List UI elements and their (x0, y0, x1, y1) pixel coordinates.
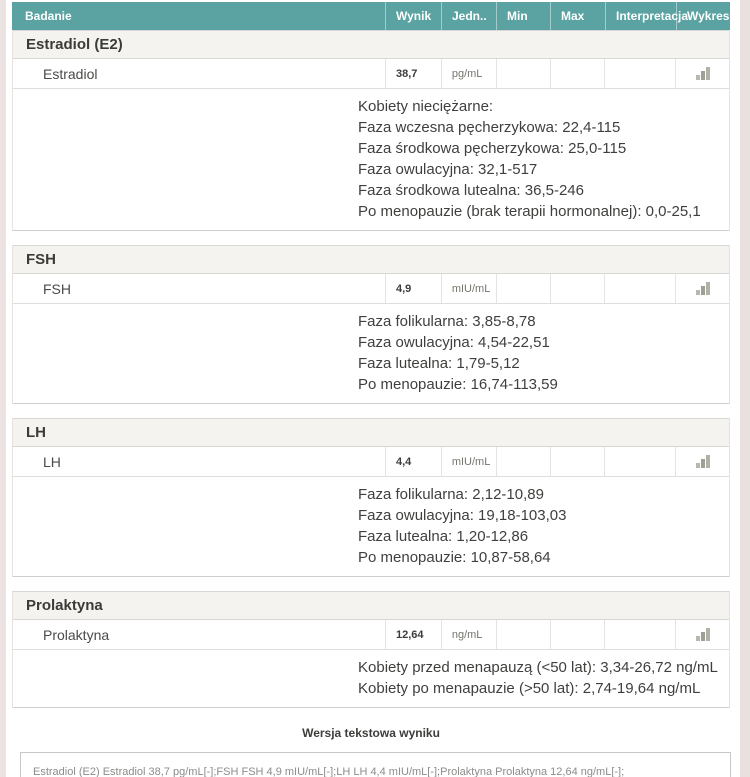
reference-line: Kobiety po menapauzie (>50 lat): 2,74-19,64 ng/mL (358, 680, 701, 697)
result-row (13, 620, 729, 650)
result-section (12, 245, 730, 404)
reference-line: Faza owulacyjna: 32,1-517 (358, 161, 538, 178)
interpretation-cell (605, 447, 676, 476)
result-value-cell: 4,4 (386, 447, 442, 476)
bar-chart-icon[interactable] (696, 455, 710, 468)
reference-line: Faza folikularna: 3,85-8,78 (358, 313, 536, 330)
result-unit-cell: mIU/mL (442, 447, 497, 476)
text-version-heading: Wersja tekstowa wyniku (302, 726, 440, 740)
column-header-min: Min (497, 2, 551, 30)
section-title: LH (13, 418, 729, 447)
max-cell (551, 274, 606, 303)
reference-line: Po menopauzie: 16,74-113,59 (358, 376, 558, 393)
reference-block (13, 477, 729, 577)
result-section (12, 418, 730, 577)
bar-chart-icon[interactable] (696, 282, 710, 295)
bar-chart-icon[interactable] (696, 628, 710, 641)
reference-line: Po menopauzie: 10,87-58,64 (358, 549, 551, 566)
section-title: FSH (13, 245, 729, 274)
result-row (13, 59, 729, 89)
test-name-cell: FSH (13, 274, 386, 303)
section-title: Estradiol (E2) (13, 30, 729, 59)
chart-cell (676, 59, 729, 88)
reference-line: Faza owulacyjna: 4,54-22,51 (358, 334, 550, 351)
test-name-cell: Estradiol (13, 59, 386, 88)
reference-line: Faza lutealna: 1,20-12,86 (358, 528, 529, 545)
reference-line: Po menopauzie (brak terapii hormonalnej): 0,0-25,1 (358, 203, 701, 220)
reference-line: Faza owulacyjna: 19,18-103,03 (358, 507, 567, 524)
min-cell (497, 274, 551, 303)
max-cell (551, 59, 606, 88)
result-unit-cell: mIU/mL (442, 274, 497, 303)
result-unit-cell: pg/mL (442, 59, 497, 88)
reference-line: Faza środkowa lutealna: 36,5-246 (358, 182, 584, 199)
column-header-max: Max (551, 2, 606, 30)
result-row (13, 447, 729, 477)
reference-line: Kobiety nieciężarne: (358, 98, 494, 115)
chart-cell (676, 447, 729, 476)
result-value-cell: 4,9 (386, 274, 442, 303)
reference-line: Faza środkowa pęcherzykowa: 25,0-115 (358, 140, 627, 157)
chart-cell (676, 620, 729, 649)
reference-line: Faza folikularna: 2,12-10,89 (358, 486, 544, 503)
bar-chart-icon[interactable] (696, 67, 710, 80)
reference-block (13, 650, 729, 708)
result-value-cell: 12,64 (386, 620, 442, 649)
interpretation-cell (605, 620, 676, 649)
column-header-badanie: Badanie (12, 2, 386, 30)
interpretation-cell (605, 274, 676, 303)
section-title: Prolaktyna (13, 591, 729, 620)
reference-line: Faza wczesna pęcherzykowa: 22,4-115 (358, 119, 621, 136)
result-section (12, 591, 730, 708)
reference-block (13, 304, 729, 404)
min-cell (497, 620, 551, 649)
sections-container (12, 30, 730, 708)
result-row (13, 274, 729, 304)
result-section (12, 30, 730, 231)
min-cell (497, 447, 551, 476)
test-name-cell: Prolaktyna (13, 620, 386, 649)
interpretation-cell (605, 59, 676, 88)
page-edge-left (0, 0, 6, 777)
results-table-header-row (12, 2, 730, 30)
test-name-cell: LH (13, 447, 386, 476)
lab-results-table (12, 2, 730, 777)
text-version-box[interactable] (20, 752, 731, 777)
reference-block (13, 89, 729, 231)
text-version-content: Estradiol (E2) Estradiol 38,7 pg/mL[-];FSH FSH 4,9 mIU/mL[-];LH LH 4,4 mIU/mL[-];Prolaktyna Prolaktyna 12,64 ng/mL[-]; (33, 766, 625, 777)
max-cell (551, 447, 606, 476)
chart-cell (676, 274, 729, 303)
column-header-wykres: Wykres (687, 9, 730, 23)
reference-line: Faza lutealna: 1,79-5,12 (358, 355, 520, 372)
min-cell (497, 59, 551, 88)
column-header-interpretacja: Interpretacja (606, 2, 677, 30)
page-edge-right (740, 0, 750, 777)
result-value-cell: 38,7 (386, 59, 442, 88)
result-unit-cell: ng/mL (442, 620, 497, 649)
reference-line: Kobiety przed menapauzą (<50 lat): 3,34-26,72 ng/mL (358, 659, 718, 676)
column-header-wynik: Wynik (386, 2, 442, 30)
max-cell (551, 620, 606, 649)
column-header-jedn: Jedn.. (442, 2, 497, 30)
